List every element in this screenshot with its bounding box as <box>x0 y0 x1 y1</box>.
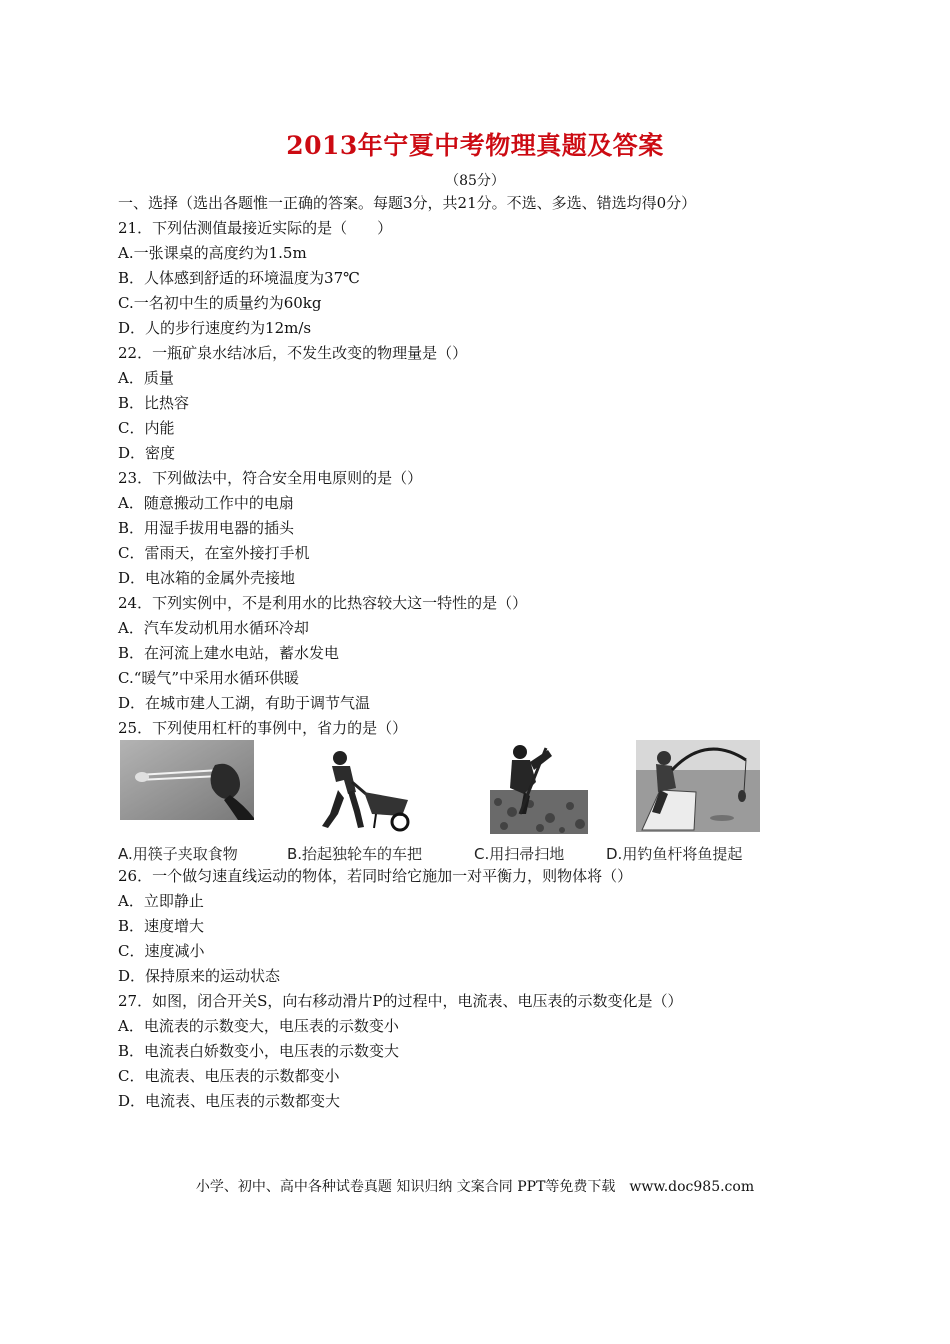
q22-option-d: D．密度 <box>118 444 176 462</box>
broom-figure <box>490 742 588 834</box>
wheelbarrow-figure <box>296 742 420 832</box>
q24-option-c: C.“暖气”中采用水循环供暖 <box>118 669 300 687</box>
question-25-stem: 25．下列使用杠杆的事例中，省力的是（） <box>118 719 408 737</box>
question-26-stem: 26．一个做匀速直线运动的物体，若同时给它施加一对平衡力，则物体将（） <box>118 867 633 885</box>
q21-option-a: A.一张课桌的高度约为1.5m <box>118 244 307 262</box>
page-footer: 小学、初中、高中各种试卷真题 知识归纳 文案合同 PPT等免费下载 www.doc985.com <box>195 1179 755 1195</box>
q21-option-d: D．人的步行速度约为12m/s <box>118 319 312 337</box>
q22-option-b: B．比热容 <box>118 394 190 412</box>
q25-caption-d: D.用钓鱼杆将鱼提起 <box>606 845 743 863</box>
q24-option-b: B．在河流上建水电站，蓄水发电 <box>118 644 340 662</box>
q26-option-a: A．立即静止 <box>118 892 204 910</box>
q22-option-c: C．内能 <box>118 419 175 437</box>
q27-option-b: B．电流表白娇数变小，电压表的示数变大 <box>118 1042 400 1060</box>
q21-option-b: B．人体感到舒适的环境温度为37℃ <box>118 269 360 287</box>
q24-option-a: A．汽车发动机用水循环冷却 <box>118 619 309 637</box>
page-title: 2013年宁夏中考物理真题及答案 <box>286 131 664 160</box>
q23-option-a: A．随意搬动工作中的电扇 <box>118 494 294 512</box>
q25-caption-a: A.用筷子夹取食物 <box>118 845 238 863</box>
fishing-rod-figure <box>636 740 760 832</box>
q25-caption-c: C.用扫帚扫地 <box>474 845 565 863</box>
q21-option-c: C.一名初中生的质量约为60kg <box>118 294 322 312</box>
question-24-stem: 24．下列实例中，不是利用水的比热容较大这一特性的是（） <box>118 594 528 612</box>
q26-option-d: D．保持原来的运动状态 <box>118 967 281 985</box>
q23-option-b: B．用湿手拔用电器的插头 <box>118 519 295 537</box>
q22-option-a: A．质量 <box>118 369 174 387</box>
q26-option-b: B．速度增大 <box>118 917 205 935</box>
chopsticks-figure <box>120 740 254 820</box>
q23-option-c: C．雷雨天，在室外接打手机 <box>118 544 310 562</box>
score-note: （85分） <box>445 173 505 189</box>
q23-option-d: D．电冰箱的金属外壳接地 <box>118 569 296 587</box>
q27-option-c: C．电流表、电压表的示数都变小 <box>118 1067 340 1085</box>
section-heading: 一、选择（选出各题惟一正确的答案。每题3分，共21分。不选、多选、错选均得0分） <box>118 194 697 212</box>
q24-option-d: D．在城市建人工湖，有助于调节气温 <box>118 694 371 712</box>
q25-caption-b: B.抬起独轮车的车把 <box>287 845 423 863</box>
question-21-stem: 21．下列估测值最接近实际的是（ ） <box>118 219 393 237</box>
q27-option-a: A．电流表的示数变大，电压表的示数变小 <box>118 1017 399 1035</box>
q27-option-d: D．电流表、电压表的示数都变大 <box>118 1092 341 1110</box>
question-27-stem: 27．如图，闭合开关S，向右移动滑片P的过程中，电流表、电压表的示数变化是（） <box>118 992 683 1010</box>
q26-option-c: C．速度减小 <box>118 942 205 960</box>
question-22-stem: 22．一瓶矿泉水结冰后，不发生改变的物理量是（） <box>118 344 468 362</box>
question-23-stem: 23．下列做法中，符合安全用电原则的是（） <box>118 469 423 487</box>
